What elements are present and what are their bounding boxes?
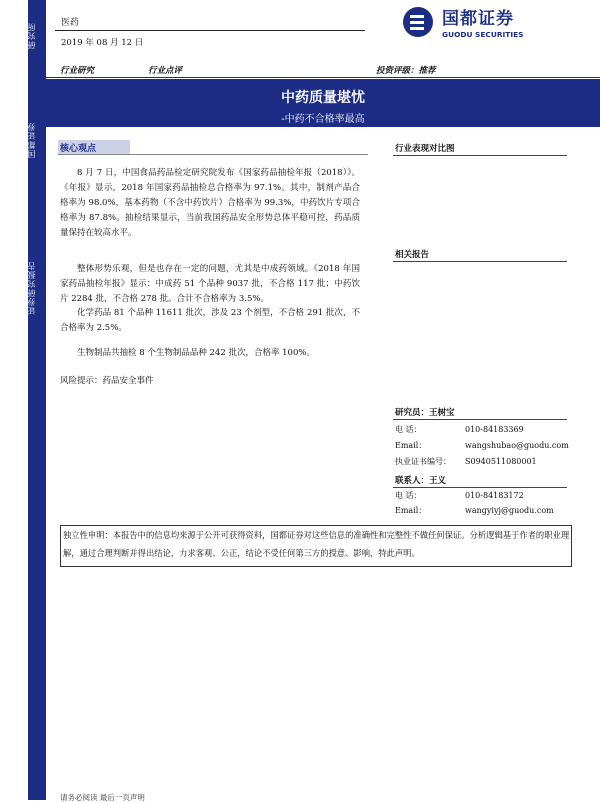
analyst-divider (393, 419, 567, 420)
logo-text-en: GUODU SECURITIES (442, 30, 524, 39)
contact-divider (393, 487, 567, 488)
performance-divider (393, 155, 567, 156)
sidebar-label-guodu: 国都证券 (27, 122, 36, 158)
info-review: 行业点评 (148, 66, 183, 76)
sector-label: 医药 (61, 18, 80, 28)
contact-email-key: Email： (395, 506, 427, 515)
analyst-email-key: Email： (395, 441, 427, 450)
contact-phone-value: 010-84183172 (465, 491, 524, 500)
analyst-phone-value: 010-84183369 (465, 425, 524, 434)
sidebar-label-research: 研究所 (27, 22, 36, 50)
contact-email-value[interactable]: wangyiyj@guodu.com (465, 506, 554, 515)
risk-warning: 风险提示：药品安全事件 (60, 376, 154, 386)
info-rating: 投资评级：推荐 (376, 66, 436, 76)
page-subtitle: -中药不合格率最高 (281, 114, 365, 125)
analyst-phone (395, 424, 524, 435)
analyst-email (395, 440, 569, 451)
analyst-heading: 研究员：王树宝 (395, 408, 455, 418)
performance-heading: 行业表现对比图 (395, 144, 455, 154)
title-banner (46, 79, 600, 127)
analyst-cert-key: 执业证书编号： (395, 457, 451, 466)
logo-text-cn: 国都证券 (442, 9, 514, 29)
independence-disclaimer: 独立性申明：本报告中的信息均来源于公开可获得资料，国都证券对这些信息的准确性和完整性不做任何保证。分析逻辑基于作者的职业理解，通过合理判断并得出结论，力求客观、公正，结论不受任何第三方的授意、影响，特此声明。 (60, 525, 572, 567)
core-paragraph-1: 8 月 7 日，中国食品药品检定研究院发布《国家药品抽检年报（2018）》。《年报》显示，2018 年国家药品抽检总合格率为 97.1%。其中，制剂产品合格率为 98.0%，基本药物（不含中药饮片）合格率为 99.3%，中药饮片专项合格率为 87.8%。抽检结果显示，当前我国药品安全形势总体平稳可控，药品质量保持在较高水平。 (60, 168, 360, 238)
core-paragraph-4: 生物制品共抽检 8 个生物制品品种 242 批次，合格率 100%。 (77, 348, 315, 358)
header-divider (55, 30, 365, 31)
core-heading: 核心观点 (60, 144, 97, 154)
contact-phone-key: 电 话： (395, 491, 422, 500)
analyst-cert-value: S0940511080001 (465, 457, 537, 466)
analyst-phone-key: 电 话： (395, 425, 422, 434)
page-footer: 请务必阅读 最后一页声明 (60, 793, 145, 802)
core-paragraph-2: 整体形势乐观，但是也存在一定的问题，尤其是中成药领域。《2018 年国家药品抽检年报》显示：中成药 51 个品种 9037 批，不合格 117 批；中药饮片 2284 批，不合格 278 批。合计不合格率为 3.5%。 (60, 264, 360, 304)
contact-email (395, 505, 554, 516)
analyst-email-value[interactable]: wangshubao@guodu.com (465, 441, 569, 450)
contact-heading: 联系人：王义 (395, 476, 447, 486)
core-paragraph-3: 化学药品 81 个品种 11611 批次，涉及 23 个剂型，不合格 291 批次，不合格率为 2.5%。 (60, 308, 360, 333)
contact-phone (395, 490, 524, 501)
report-date: 2019 年 08 月 12 日 (61, 38, 144, 48)
sidebar-label-report: 证券研究报告 (27, 261, 36, 315)
analyst-cert (395, 456, 537, 467)
related-divider (393, 261, 567, 262)
info-industry: 行业研究 (60, 66, 95, 76)
core-heading-divider (58, 154, 368, 155)
page-title: 中药质量堪忧 (281, 90, 365, 106)
related-reports-heading: 相关报告 (395, 250, 430, 260)
left-sidebar (28, 0, 46, 800)
info-bar (46, 64, 600, 78)
